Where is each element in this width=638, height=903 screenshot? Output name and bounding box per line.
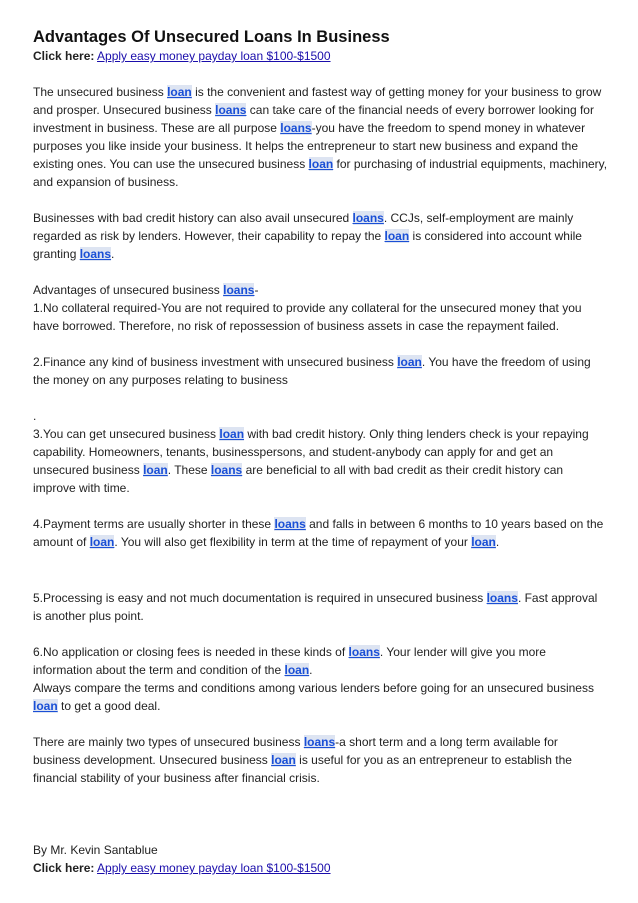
- text-run: with bad credit history. Only thing lenders check is your repaying capability. Homeowners, tenants, businesspersons, and student-anybody can apply for and get an unsecured business: [33, 427, 589, 477]
- text-run: .: [495, 535, 500, 549]
- text-run: . You will also get flexibility in term at the time of repayment of your: [114, 535, 472, 549]
- text-run: .: [111, 247, 115, 261]
- paragraph-advantage-4: [33, 515, 608, 551]
- text-run: There are mainly two types of unsecured business: [33, 735, 304, 749]
- keyword-link-loans[interactable]: loans: [352, 211, 384, 225]
- text-run: is useful for you as an entrepreneur to establish the financial stability of your business after financial crisis.: [33, 753, 572, 785]
- click-here-line-bottom: [33, 859, 608, 877]
- text-run: and falls in between 6 months to 10 years based on the amount of: [33, 517, 604, 549]
- paragraph-advantage-1: 1.No collateral required-You are not required to provide any collateral for the unsecured money that you have borrowed. Therefore, no risk of repossession of business assets in case the repayment failed.: [33, 301, 582, 333]
- keyword-link-loans[interactable]: loans: [79, 247, 112, 261]
- text-run: -a short term and a long term available for business development. Unsecured business: [33, 735, 558, 767]
- keyword-link-loans[interactable]: loans: [274, 517, 306, 531]
- author-byline: By Mr. Kevin Santablue: [33, 843, 158, 857]
- paragraph-advantage-6: [33, 643, 608, 679]
- text-run: is considered into account while granting: [33, 229, 582, 261]
- paragraph-advantage-5: [33, 589, 608, 625]
- text-run: -you have the freedom to spend money in whatever purposes you like inside your business. It helps the entrepreneur to start new business and expand the existing ones. You can use the unsecured business: [33, 121, 586, 171]
- payday-loan-link-top[interactable]: Apply easy money payday loan $100-$1500: [97, 49, 331, 63]
- keyword-link-loan[interactable]: loan: [143, 463, 168, 477]
- paragraph-intro: [33, 83, 608, 191]
- text-run: . Your lender will give you more information about the term and condition of the: [33, 645, 546, 677]
- keyword-link-loan[interactable]: loan: [471, 535, 496, 549]
- text-run: . Fast approval is another plus point.: [33, 591, 598, 623]
- keyword-link-loan[interactable]: loan: [33, 699, 58, 713]
- keyword-link-loans[interactable]: loans: [215, 103, 247, 117]
- text-run: . CCJs, self-employment are mainly regarded as risk by lenders. However, their capability to repay the: [33, 211, 574, 243]
- text-run: . These: [167, 463, 211, 477]
- keyword-link-loan[interactable]: loan: [271, 753, 296, 767]
- click-here-line-top: [33, 47, 608, 65]
- text-run: 6.No application or closing fees is needed in these kinds of: [33, 645, 349, 659]
- text-run: Advantages of unsecured business: [33, 283, 224, 297]
- keyword-link-loan[interactable]: loan: [284, 663, 310, 677]
- text-run: can take care of the financial needs of every borrower looking for investment in business. These are all purpose: [33, 103, 594, 135]
- text-run: 3.You can get unsecured business: [33, 427, 220, 441]
- keyword-link-loans[interactable]: loans: [280, 121, 312, 135]
- paragraph-types: [33, 733, 608, 787]
- text-run: for purchasing of industrial equipments, machinery, and expansion of business.: [33, 157, 608, 189]
- keyword-link-loan[interactable]: loan: [219, 427, 245, 441]
- keyword-link-loans[interactable]: loans: [210, 463, 243, 477]
- text-run: The unsecured business: [33, 85, 168, 99]
- keyword-link-loans[interactable]: loans: [486, 591, 518, 605]
- paragraph-advantage-3: [33, 425, 608, 497]
- text-run: . You have the freedom of using the money on any purposes relating to business: [33, 355, 591, 387]
- text-run: 2.Finance any kind of business investment with unsecured business: [33, 355, 398, 369]
- text-run: 4.Payment terms are usually shorter in these: [33, 517, 275, 531]
- text-run: -: [254, 283, 259, 297]
- text-run: is the convenient and fastest way of getting money for your business to grow and prosper. Unsecured business: [33, 85, 602, 117]
- text-run: .: [309, 663, 313, 677]
- keyword-link-loans[interactable]: loans: [223, 283, 255, 297]
- click-here-label: Click here:: [33, 49, 95, 63]
- keyword-link-loan[interactable]: loan: [384, 229, 410, 243]
- keyword-link-loan[interactable]: loan: [397, 355, 422, 369]
- text-run: are beneficial to all with bad credit as their credit history can improve with time.: [33, 463, 564, 495]
- keyword-link-loans[interactable]: loans: [303, 735, 336, 749]
- paragraph-compare-terms: [33, 679, 608, 715]
- text-run: 5.Processing is easy and not much documentation is required in unsecured business: [33, 591, 487, 605]
- payday-loan-link-bottom[interactable]: Apply easy money payday loan $100-$1500: [97, 861, 331, 875]
- keyword-link-loan[interactable]: loan: [308, 157, 334, 171]
- click-here-label: Click here:: [33, 861, 95, 875]
- keyword-link-loan[interactable]: loan: [89, 535, 115, 549]
- text-run: Businesses with bad credit history can also avail unsecured: [33, 211, 353, 225]
- page-title: Advantages Of Unsecured Loans In Business: [33, 28, 390, 46]
- keyword-link-loans[interactable]: loans: [348, 645, 380, 659]
- paragraph-bad-credit: [33, 209, 608, 263]
- paragraph-dot: .: [33, 409, 37, 423]
- document-page: [33, 27, 608, 877]
- paragraph-advantages-heading: [33, 281, 608, 299]
- text-run: Always compare the terms and conditions among various lenders before going for an unsecured business: [33, 681, 594, 695]
- paragraph-advantage-2: [33, 353, 608, 389]
- keyword-link-loan[interactable]: loan: [167, 85, 192, 99]
- text-run: to get a good deal.: [57, 699, 161, 713]
